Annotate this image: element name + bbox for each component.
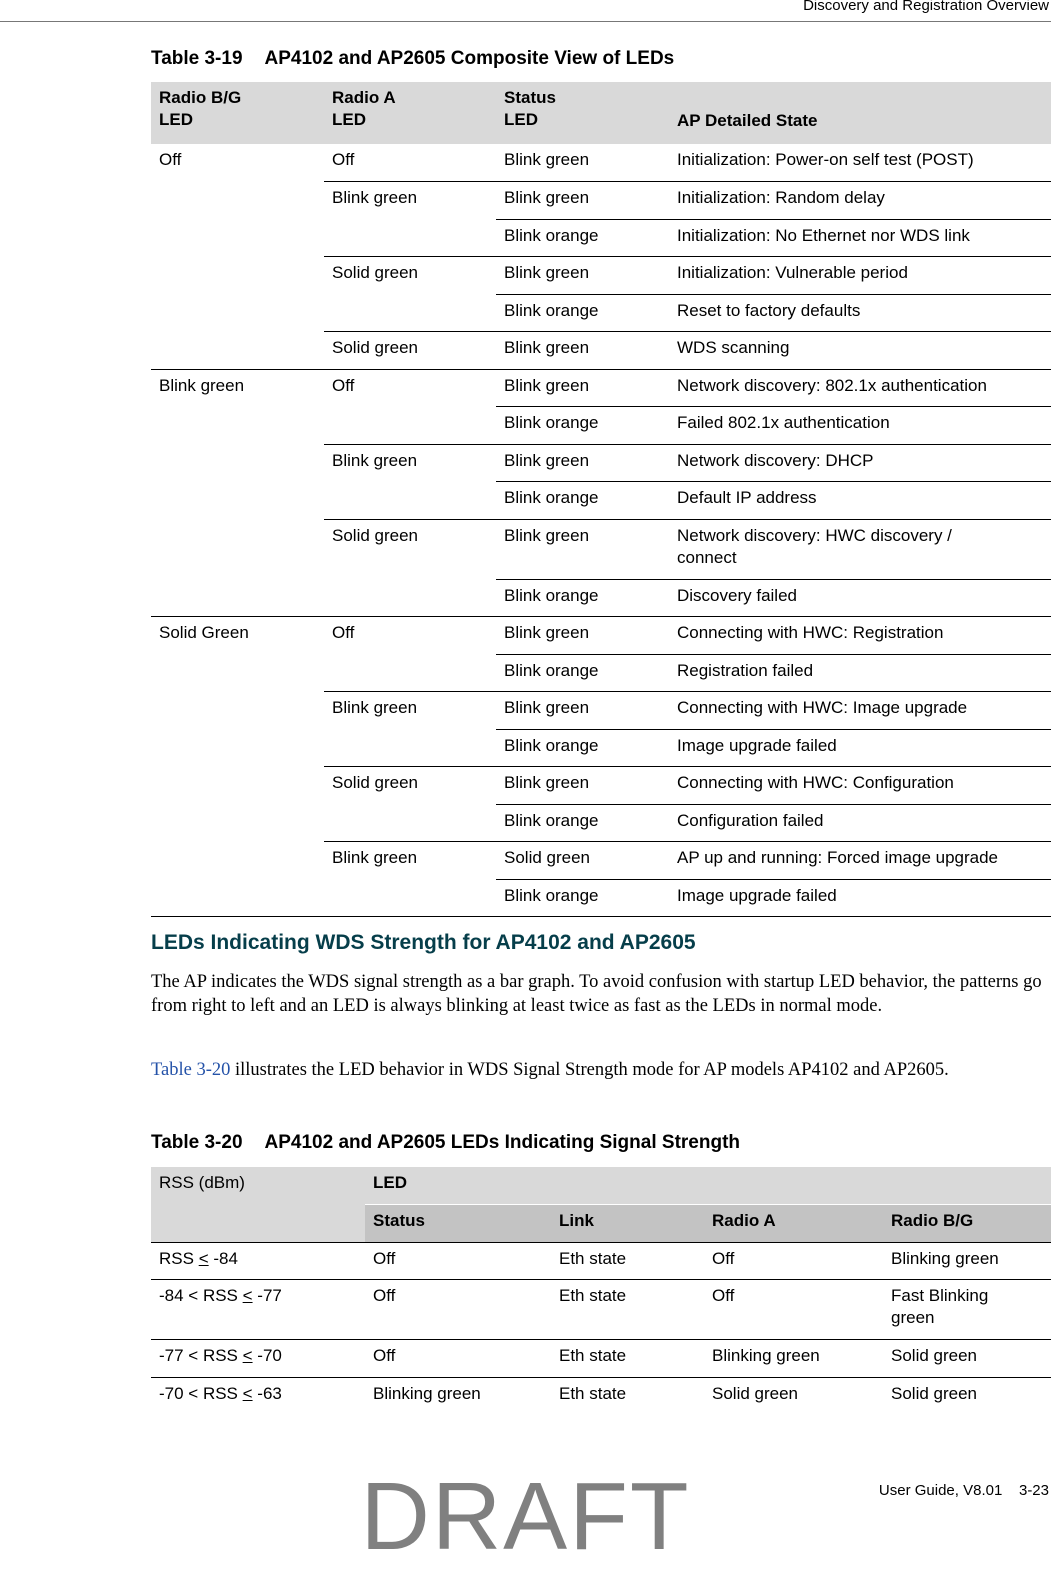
table-row: Solid green Blink green Connecting with HWC: Configuration [151,767,1051,805]
table-row: Blink green Blink green Network discovery: DHCP [151,444,1051,482]
table-row: Blink orange Failed 802.1x authentication [151,407,1051,445]
header-rule [0,21,1051,22]
col-header-radio-a: Radio A [704,1205,883,1243]
col-header-state: AP Detailed State [669,82,1051,144]
table-row: Blink orange Registration failed [151,654,1051,692]
table-row: Blink green Blink green Connecting with HWC: Image upgrade [151,692,1051,730]
table-row: Off Off Blink green Initialization: Power-on self test (POST) [159,150,974,169]
section-heading: LEDs Indicating WDS Strength for AP4102 and AP2605 [151,931,696,954]
draft-watermark: DRAFT [360,1463,691,1570]
table-title: AP4102 and AP2605 Composite View of LEDs [264,48,675,69]
running-header: Discovery and Registration Overview [803,0,1049,14]
col-header-radio-a: Radio A LED [324,82,496,144]
table-number: Table 3-20 [151,1132,243,1153]
signal-strength-table [151,1167,1051,1415]
table-caption [151,1132,740,1154]
table-row: Solid green Blink green Initialization: Vulnerable period [151,257,1051,295]
col-header-status: Status [365,1205,551,1243]
table-reference-link[interactable]: Table 3-20 [151,1060,231,1080]
table-row: Blink green Blink green Initialization: Random delay [151,182,1051,220]
col-header-led: LED [365,1167,1051,1205]
table-caption [151,48,674,70]
table-row: RSS < -84 Off Eth state Off Blinking green [151,1242,1051,1280]
table-row: Blink orange Default IP address [151,482,1051,520]
col-header-radio-bg: Radio B/G [883,1205,1051,1243]
table-header-row [151,82,1051,144]
body-paragraph: Table 3-20 illustrates the LED behavior in WDS Signal Strength mode for AP models AP4102 and AP2605. [151,1060,949,1080]
table-row: Blink green Solid green AP up and running: Forced image upgrade [151,842,1051,880]
table-row: Solid Green Off Blink green Connecting with HWC: Registration [151,617,1051,655]
table-row: Blink orange Image upgrade failed [151,879,1051,917]
col-header-radio-bg: Radio B/G LED [151,82,324,144]
col-header-link: Link [551,1205,704,1243]
table-number: Table 3-19 [151,48,243,69]
table-row: Blink orange Initialization: No Ethernet nor WDS link [151,219,1051,257]
body-paragraph: The AP indicates the WDS signal strength as a bar graph. To avoid confusion with startup LED behavior, the patterns go from right to left and an LED is always blinking at least twice as fast as the LEDs in normal mode. [151,972,1042,1016]
table-row: -84 < RSS < -77 Off Eth state Off Fast Blinking green [151,1280,1051,1340]
page-footer: User Guide, V8.01 3-23 [878,1482,1049,1499]
table-row: Blink orange Discovery failed [151,579,1051,617]
table-row: Blink orange Configuration failed [151,804,1051,842]
col-header-status: Status LED [496,82,669,144]
table-row: -77 < RSS < -70 Off Eth state Blinking green Solid green [151,1340,1051,1378]
table-header-row [151,1167,1051,1205]
table-row: Solid green Blink green WDS scanning [151,332,1051,370]
table-row: Solid green Blink green Network discovery: HWC discovery / connect [151,519,1051,579]
col-header-rss: RSS (dBm) [151,1167,365,1242]
table-title: AP4102 and AP2605 LEDs Indicating Signal Strength [264,1132,741,1153]
table-row: Blink green Off Blink green Network discovery: 802.1x authentication [151,369,1051,407]
led-composite-table [151,82,1051,917]
table-row: Blink orange Image upgrade failed [151,729,1051,767]
table-row: -70 < RSS < -63 Blinking green Eth state Solid green Solid green [151,1377,1051,1415]
table-row: Blink orange Reset to factory defaults [151,294,1051,332]
